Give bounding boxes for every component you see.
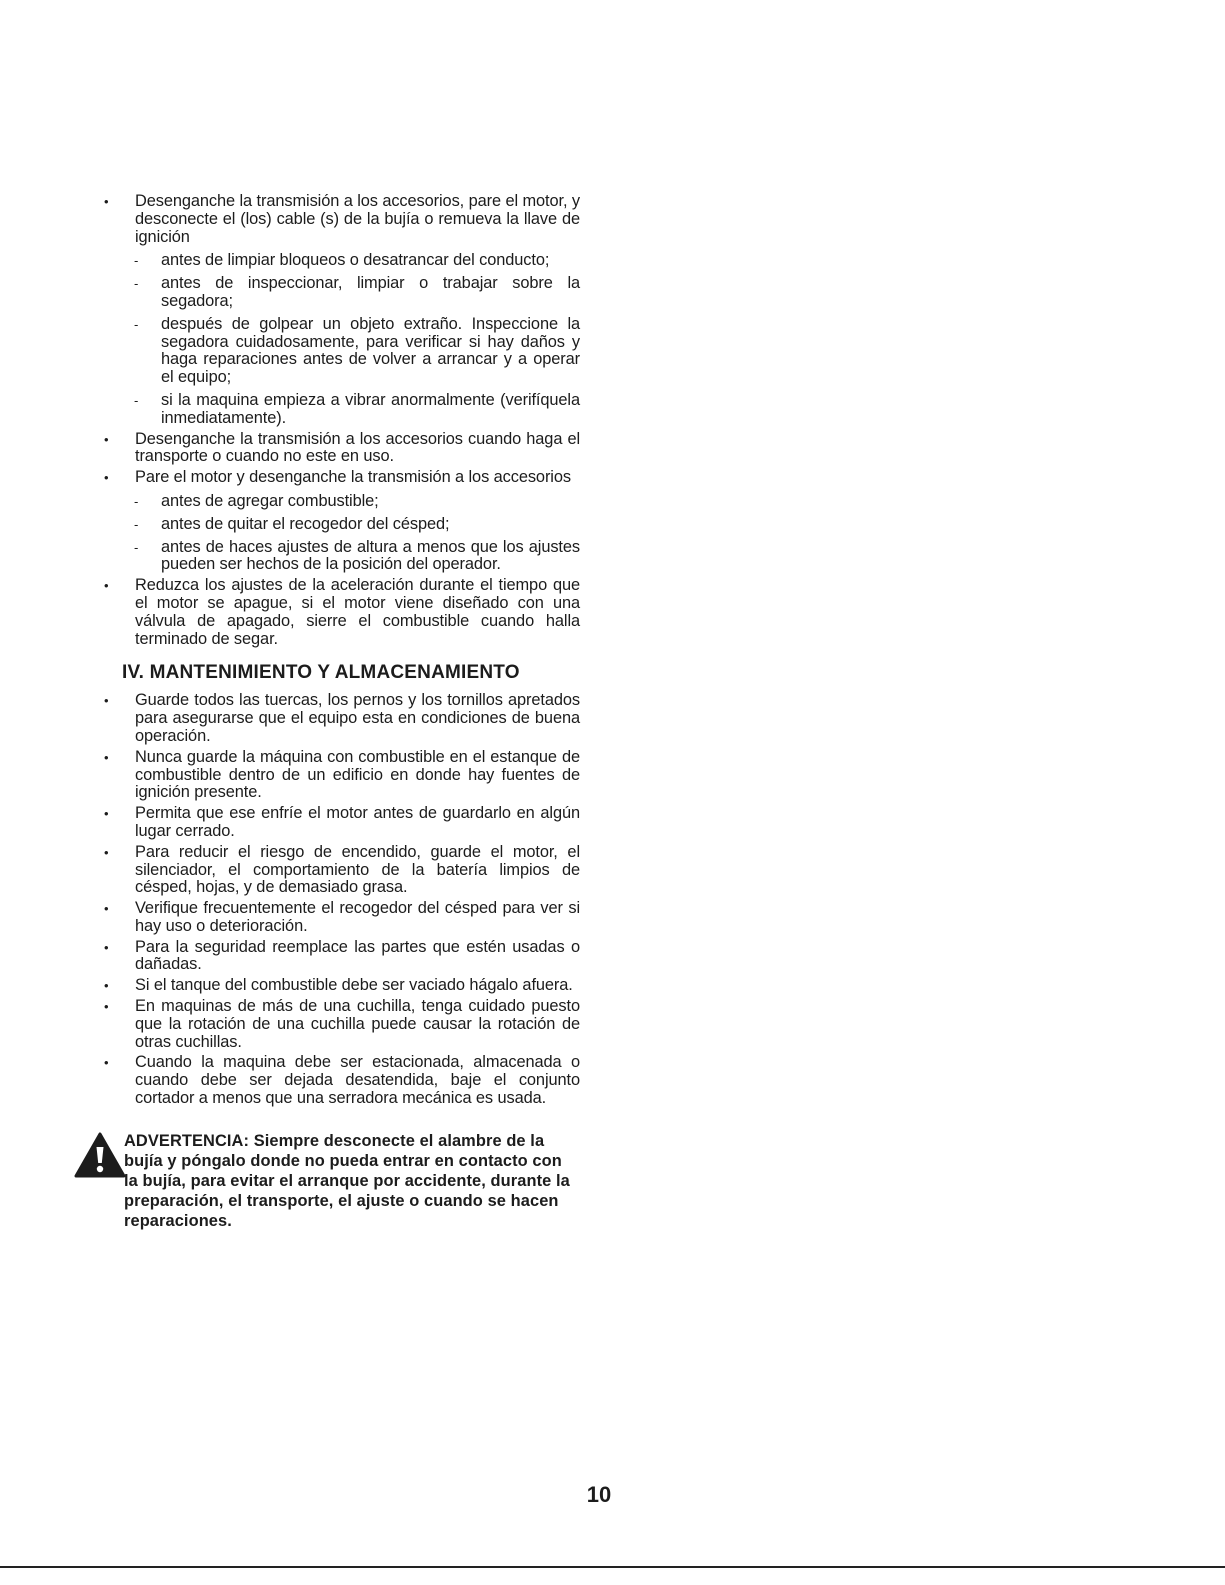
list-item [98,577,580,648]
list-item [98,469,580,574]
dash-mark: - [134,493,139,509]
sub-item [98,392,580,428]
list-item [98,749,580,802]
dash-mark: - [134,276,139,292]
dash-mark: - [134,516,139,532]
list-item-text: Reduzca los ajustes de la aceleración durante el tiempo que el motor se apague, si el motor viene diseñado con una válvula de apagado, sierre el combustible cuando halla terminado de segar. [135,576,580,648]
sub-list [135,252,580,427]
sub-item-text: antes de limpiar bloqueos o desatrancar del conducto; [161,251,550,270]
dash-mark: - [134,539,139,555]
sub-item [98,493,580,511]
bullet-mark: • [104,693,109,709]
maintenance-list [98,692,580,1108]
sub-item-text: antes de inspeccionar, limpiar o trabajar sobre la segadora; [161,274,580,310]
warning-text: ADVERTENCIA: Siempre desconecte el alambre de la bujía y póngalo donde no pueda entrar en contacto con la bujía, para evitar el arranque por accidente, durante la preparación, el transporte, el ajuste o cuando se hacen reparaciones. [124,1131,570,1230]
sub-item [98,516,580,534]
list-item-text: Permita que ese enfríe el motor antes de guardarlo en algún lugar cerrado. [135,804,580,840]
sub-item-text: antes de agregar combustible; [161,491,379,510]
list-item-text: Desenganche la transmisión a los accesorios, pare el motor, y desconecte el (los) cable (s) de la bujía o remueva la llave de ignición [135,192,580,246]
list-item-text: Desenganche la transmisión a los accesorios cuando haga el transporte o cuando no este en uso. [135,429,580,466]
bullet-mark: • [104,749,109,765]
list-item-text: Verifique frecuentemente el recogedor del césped para ver si hay uso o deterioración. [135,899,580,935]
bullet-mark: • [104,194,109,209]
bullet-mark: • [104,844,109,860]
list-item-text: En maquinas de más de una cuchilla, tenga cuidado puesto que la rotación de una cuchilla puede causar la rotación de otras cuchillas. [135,997,580,1051]
bullet-mark: • [104,578,109,594]
sub-item [98,275,580,311]
list-item [98,431,580,467]
bullet-mark: • [104,939,109,955]
bullet-mark: • [104,470,109,486]
list-item-text: Si el tanque del combustible debe ser vaciado hágalo afuera. [135,976,573,995]
section-heading: IV. MANTENIMIENTO Y ALMACENAMIENTO [122,662,520,684]
warning-triangle-icon [74,1132,126,1178]
list-item-text: Para reducir el riesgo de encendido, guarde el motor, el silenciador, el comportamiento de la batería limpios de césped, hojas, y de demasiado grasa. [135,842,580,897]
list-item [98,193,580,428]
list-item-text: Pare el motor y desenganche la transmisión a los accesorios [135,468,571,487]
dash-mark: - [134,253,139,269]
sub-item-text: si la maquina empieza a vibrar anormalmente (verifíquela inmediatamente). [161,390,580,427]
warning-box [98,1131,580,1231]
bullet-mark: • [104,431,109,447]
list-item [98,805,580,841]
bullet-mark: • [104,806,109,822]
dash-mark: - [134,316,139,332]
bullet-mark: • [104,978,109,994]
sub-list [135,493,580,574]
dash-mark: - [134,392,139,408]
bullet-mark: • [104,1055,109,1071]
list-item [98,998,580,1051]
page-number: 10 [586,1482,612,1507]
list-item [98,939,580,975]
sub-item [98,316,580,387]
sub-item [98,252,580,270]
list-item-text: Cuando la maquina debe ser estacionada, almacenada o cuando debe ser dejada desatendida, baje el conjunto cortador a menos que una serradora mecánica es usada. [135,1053,580,1108]
bullet-mark: • [104,999,109,1015]
list-item [98,977,580,995]
sub-item-text: antes de quitar el recogedor del césped; [161,514,450,533]
list-item [98,1054,580,1107]
sub-item-text: después de golpear un objeto extraño. Inspeccione la segadora cuidadosamente, para verificar si hay daños y haga reparaciones antes de volver a arrancar y a operar el equipo; [161,314,580,387]
footer-rule [0,1566,1225,1568]
list-item [98,900,580,936]
list-item [98,844,580,897]
bullet-mark: • [104,901,109,917]
list-item [98,692,580,745]
sub-item [98,539,580,575]
sub-item-text: antes de haces ajustes de altura a menos que los ajustes pueden ser hechos de la posición del operador. [161,537,580,574]
list-item-text: Nunca guarde la máquina con combustible en el estanque de combustible dentro de un edificio en donde hay fuentes de ignición presente. [135,747,580,802]
main-column [98,193,580,1231]
list-item-text: Para la seguridad reemplace las partes que estén usadas o dañadas. [135,937,580,974]
list-item-text: Guarde todos las tuercas, los pernos y los tornillos apretados para asegurarse que el equipo esta en condiciones de buena operación. [135,691,580,745]
